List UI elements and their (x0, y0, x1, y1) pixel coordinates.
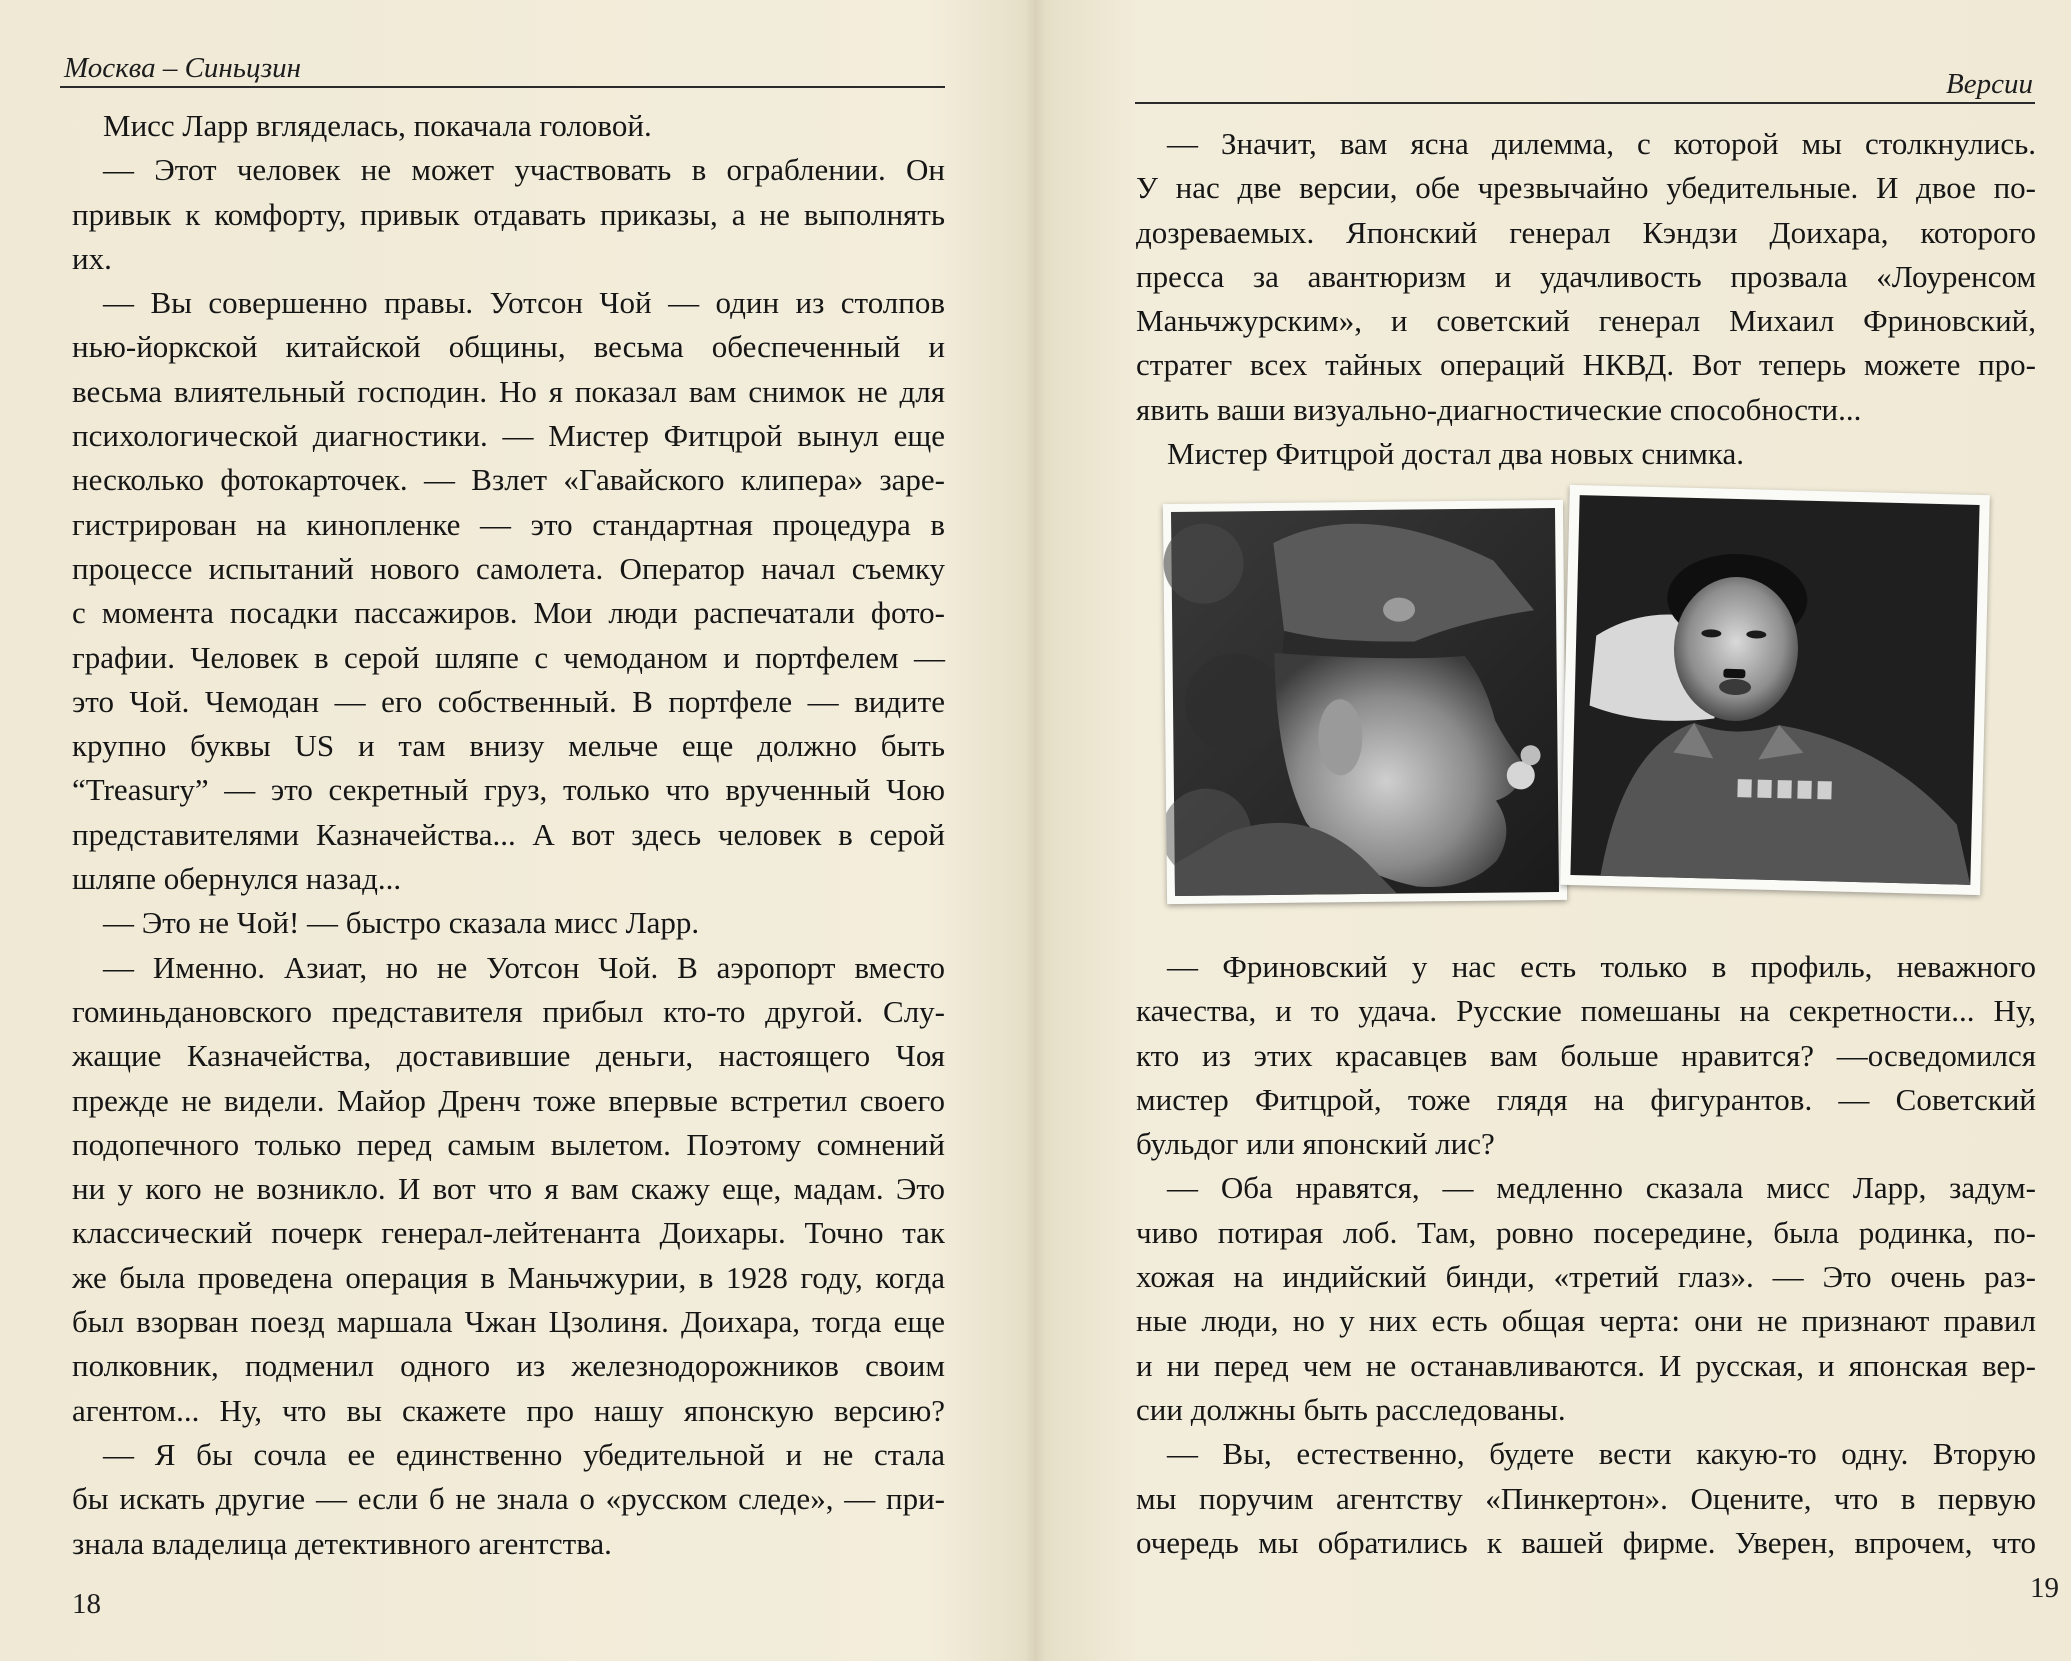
text-line: представителями Казначейства... А вот здесь человек в серой (72, 816, 945, 852)
text-line: — Я бы сочла ее единственно убедительной и не стала (72, 1436, 945, 1472)
text-line: Мистер Фитцрой достал два новых снимка. (1136, 436, 1744, 472)
text-line: привык к комфорту, привык отдавать приказы, а не выполнять (72, 196, 945, 232)
right-page-body-bottom (1136, 945, 2036, 1565)
text-line: их. (72, 240, 112, 276)
text-line: очередь мы обратились к вашей фирме. Уверен, впрочем, что (1136, 1524, 2036, 1560)
text-line: прежде не видели. Майор Дренч тоже впервые встретил своего (72, 1082, 945, 1118)
text-line: хожая на индийский бинди, «третий глаз». — Это очень раз- (1136, 1259, 2036, 1295)
text-line: кто из этих красавцев вам больше нравится? —осведомился (1136, 1037, 2036, 1073)
text-line: бульдог или японский лис? (1136, 1126, 1495, 1162)
right-page-body-top (1136, 122, 2036, 476)
text-line: — Значит, вам ясна дилемма, с которой мы столкнулись. (1136, 126, 2036, 161)
photo-collage (1165, 490, 2015, 910)
text-line: крупно буквы US и там внизу мельче еще должно быть (72, 728, 945, 764)
photo-profile-officer (1163, 500, 1567, 904)
right-page (1030, 0, 2071, 1661)
text-line: мы поручим агентству «Пинкертон». Оцените, что в первую (1136, 1480, 2036, 1516)
text-line: качества, и то удача. Русские помешаны на секретности... Ну, (1136, 993, 2036, 1029)
text-line: — Именно. Азиат, но не Уотсон Чой. В аэропорт вместо (72, 949, 945, 985)
header-rule-left (60, 86, 945, 88)
page-number-left: 18 (72, 1588, 101, 1620)
text-line: графии. Человек в серой шляпе с чемоданом и портфелем — (72, 639, 945, 675)
text-line: же была проведена операция в Маньчжурии, в 1928 году, когда (72, 1259, 945, 1295)
text-line: стратег всех тайных операций НКВД. Вот теперь можете про- (1136, 347, 2036, 383)
text-line: процессе испытаний нового самолета. Оператор начал съемку (72, 550, 945, 586)
profile-portrait-image (1163, 500, 1567, 904)
text-line: полковник, подменил одного из железнодорожников своим (72, 1348, 945, 1384)
text-line: “Treasury” — это секретный груз, только что врученный Чою (72, 772, 945, 808)
text-line: чиво потирая лоб. Там, ровно посередине, была родинка, по- (1136, 1214, 2036, 1250)
text-line: пресса за авантюризм и удачливость прозвала «Лоуренсом (1136, 258, 2036, 294)
text-line: гистрирован на кинопленке — это стандартная процедура в (72, 506, 945, 542)
text-line: с момента посадки пассажиров. Мои люди распечатали фото- (72, 595, 945, 631)
text-line: знала владелица детективного агентства. (72, 1525, 612, 1561)
text-line: это Чой. Чемодан — его собственный. В портфеле — видите (72, 683, 945, 719)
text-line: классический почерк генерал-лейтенанта Доихары. Точно так (72, 1215, 945, 1251)
text-line: У нас две версии, обе чрезвычайно убедительные. И двое по- (1136, 170, 2036, 206)
text-line: шляпе обернулся назад... (72, 861, 402, 897)
text-line: сии должны быть расследованы. (1136, 1391, 1566, 1427)
left-page-body (72, 104, 945, 1566)
running-header-left: Москва – Синьцзин (64, 52, 302, 84)
running-header-right: Версии (1946, 68, 2033, 100)
text-line: — Это не Чой! — быстро сказала мисс Ларр. (72, 905, 700, 941)
text-line: и ни перед чем не останавливаются. И русская, и японская вер- (1136, 1347, 2036, 1383)
header-rule-right (1135, 102, 2035, 104)
text-line: бы искать другие — если б не знала о «русском следе», — при- (72, 1481, 945, 1517)
text-line: был взорван поезд маршала Чжан Цзолиня. Доихара, тогда еще (72, 1304, 945, 1340)
text-line: Мисс Ларр вгляделась, покачала головой. (72, 108, 652, 143)
photo-japanese-general (1560, 485, 1990, 895)
text-line: ни у кого не возникло. И вот что я вам скажу еще, мадам. Это (72, 1171, 945, 1207)
text-line: весьма влиятельный господин. Но я показал вам снимок не для (72, 373, 945, 409)
text-line: — Фриновский у нас есть только в профиль, неважного (1136, 949, 2036, 984)
text-line: — Вы, естественно, будете вести какую-то одну. Вторую (1136, 1436, 2036, 1472)
text-line: жащие Казначейства, доставившие деньги, настоящего Чоя (72, 1038, 945, 1074)
text-line: мистер Фитцрой, тоже глядя на фигурантов. — Советский (1136, 1081, 2036, 1117)
text-line: явить ваши визуально-диагностические способности... (1136, 391, 1862, 427)
left-page (0, 0, 1020, 1661)
text-line: дозреваемых. Японский генерал Кэндзи Доихара, которого (1136, 214, 2036, 250)
text-line: подопечного только перед самым вылетом. Поэтому сомнений (72, 1126, 945, 1162)
page-number-right: 19 (2030, 1572, 2059, 1604)
text-line: ные люди, но у них есть общая черта: они не признают правил (1136, 1303, 2036, 1339)
text-line: несколько фотокарточек. — Взлет «Гавайского клипера» заре- (72, 462, 945, 498)
text-line: Маньчжурским», и советский генерал Михаил Фриновский, (1136, 303, 2036, 339)
text-line: — Оба нравятся, — медленно сказала мисс Ларр, задум- (1136, 1170, 2036, 1206)
text-line: — Вы совершенно правы. Уотсон Чой — один из столпов (72, 285, 945, 321)
general-portrait-image (1560, 485, 1990, 895)
text-line: психологической диагностики. — Мистер Фитцрой вынул еще (72, 418, 945, 454)
text-line: — Этот человек не может участвовать в ограблении. Он (72, 152, 945, 188)
text-line: агентом... Ну, что вы скажете про нашу японскую версию? (72, 1392, 945, 1428)
text-line: гоминьдановского представителя прибыл кто-то другой. Слу- (72, 993, 945, 1029)
text-line: нью-йоркской китайской общины, весьма обеспеченный и (72, 329, 945, 365)
